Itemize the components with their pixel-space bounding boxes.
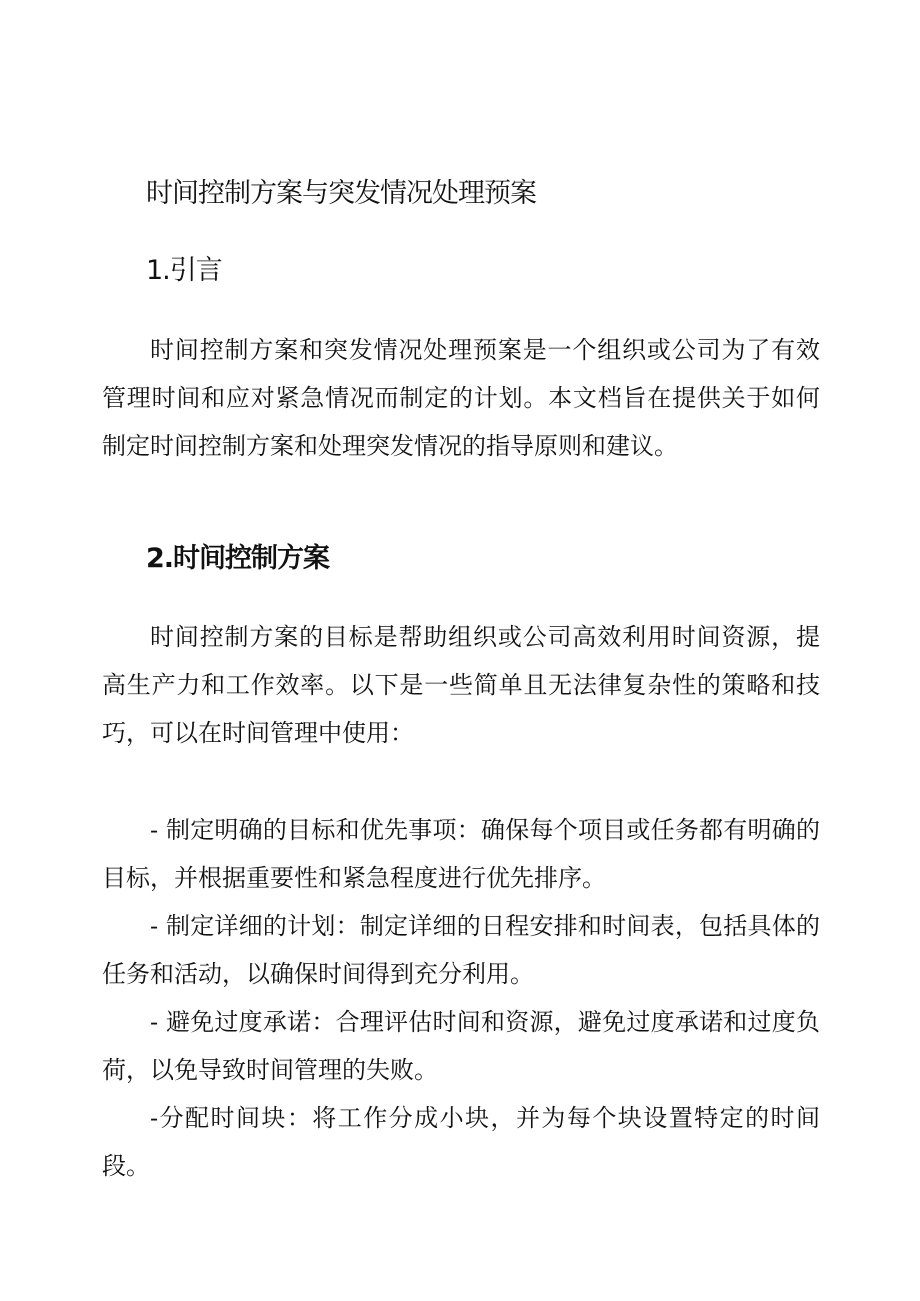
document-title: 时间控制方案与突发情况处理预案 <box>146 178 536 209</box>
list-item: - 避免过度承诺：合理评估时间和资源，避免过度承诺和过度负荷，以免导致时间管理的失败。 <box>102 1008 820 1084</box>
section-heading-introduction: 1.引言 <box>146 255 222 286</box>
list-item: - 制定明确的目标和优先事项：确保每个项目或任务都有明确的目标，并根据重要性和紧急程度进行优先排序。 <box>102 816 820 892</box>
list-item: - 制定详细的计划：制定详细的日程安排和时间表，包括具体的任务和活动，以确保时间得到充分利用。 <box>102 912 820 988</box>
introduction-paragraph: 时间控制方案和突发情况处理预案是一个组织或公司为了有效管理时间和应对紧急情况而制定的计划。本文档旨在提供关于如何制定时间控制方案和处理突发情况的指导原则和建议。 <box>102 336 820 460</box>
time-control-paragraph: 时间控制方案的目标是帮助组织或公司高效利用时间资源，提高生产力和工作效率。以下是一些简单且无法律复杂性的策略和技巧，可以在时间管理中使用： <box>102 623 820 747</box>
section-heading-time-control: 2.时间控制方案 <box>146 543 330 574</box>
list-item: -分配时间块：将工作分成小块，并为每个块设置特定的时间段。 <box>102 1104 820 1180</box>
